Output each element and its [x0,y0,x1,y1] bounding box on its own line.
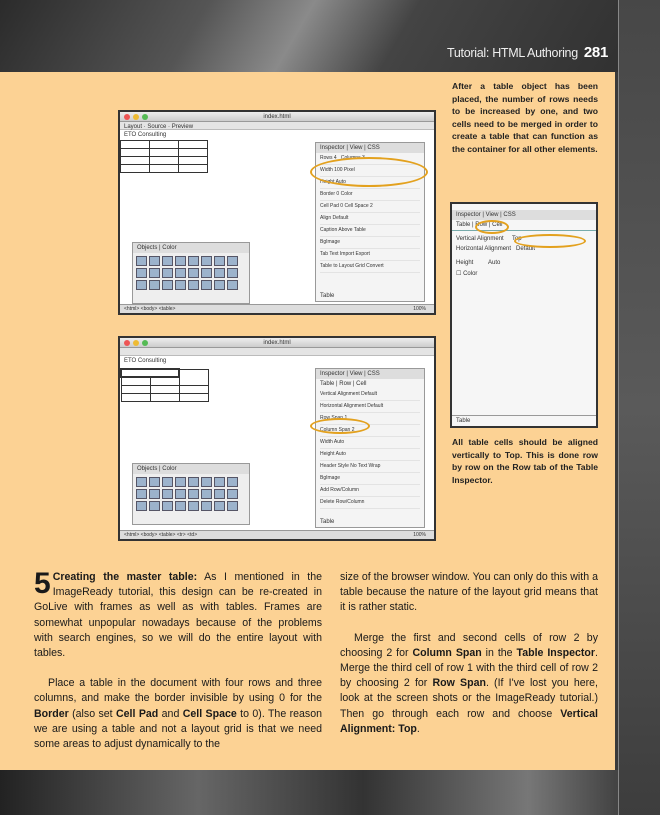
page-edge-strip [618,0,660,815]
inspector-row: Border 0 Color [320,191,420,201]
document-table [120,368,209,402]
window-title: index.html [263,340,291,346]
window-controls [124,114,148,120]
palette-tabs: Objects | Color [133,464,249,474]
page-number: 281 [583,44,608,61]
step-title: Creating the master table: [52,571,198,583]
inspector-row: Delete Row/Column [320,499,420,509]
inspector-row: Width Auto [320,439,420,449]
inspector-row: Add Row/Column [320,487,420,497]
zoom-level: 100% [413,306,426,312]
paragraph-text: As I mentioned in the ImageReady tutorial, this design can be re-created in GoLive with frames as well as with tables. Frames are somewhat unpopular nowadays because of the problems with search engines, so we will do the entire layout with tables. [34,571,322,660]
inspector-sub-tabs: Table | Row | Cell [320,381,367,387]
inspector-footer: Table [320,519,335,525]
inspector-row: Row Span 1 [320,415,420,425]
status-bar: <html> <body> <table> <tr> <td> 100% [120,530,434,539]
window-titlebar [120,338,434,348]
tab-source: Source [147,124,167,130]
inspector-row: BgImage [320,475,420,485]
toolbar [120,348,434,356]
content-panel [0,72,615,770]
inspector-footer: Table [452,415,596,426]
site-path: ETO Consulting [124,132,167,138]
window-title: index.html [263,114,291,120]
inspector-row: Tab Text Import Export [320,251,420,261]
status-bar: <html> <body> <table> 100% [120,304,434,313]
window-controls [124,340,148,346]
inspector-row: Table to Layout Grid Convert [320,263,420,273]
inspector-row: Horizontal Alignment Default [456,246,536,252]
palette-tabs: Objects | Color [133,243,249,253]
zoom-level: 100% [413,532,426,538]
inspector-row: ☐ Color [456,271,478,277]
palette-object-icons [133,474,249,514]
inspector-row: Horizontal Alignment Default [320,403,420,413]
objects-palette [132,242,250,304]
inspector-row: Align Default [320,215,420,225]
tab-preview: Preview [171,124,194,130]
caption-1: After a table object has been placed, the number of rows needs to be increased by one, and two cells need to be merged in order to create a table that can function as the container for all other elements. [452,81,598,154]
palette-object-icons [133,253,249,293]
inspector-tabs: Inspector | View | CSS [316,369,424,379]
paragraph-continued: size of the browser window. You can only do this with a table because the nature of the layout grid means that it is rather static. [340,571,598,614]
inspector-row: Vertical Alignment Top [456,236,522,242]
highlight-vertical-alignment [514,234,586,248]
inspector-tabs: Inspector | View | CSS [452,210,596,220]
highlight-rows-columns [310,157,428,187]
inspector-row: Caption Above Table [320,227,420,237]
body-column-right [340,570,598,752]
inspector-row: Vertical Alignment Default [320,391,420,401]
tab-layout: Layout [124,124,143,130]
running-header [447,44,608,61]
inspector-row: Width 100 Pixel [320,167,420,177]
inspector-row: Rows 4 Columns 3 [320,155,420,165]
inspector-footer: Table [320,293,335,299]
inspector-panel [315,368,425,528]
background-top [0,0,660,72]
background-bottom [0,770,660,815]
section-title: Tutorial: HTML Authoring [447,46,578,60]
inspector-row: Column Span 2 [320,427,420,437]
step-number: 5 [34,567,51,600]
screenshot-table-inspector [118,110,436,315]
inspector-tabs: Inspector | View | CSS [316,143,424,153]
highlight-row-tab [475,220,509,234]
inspector-row: Header Style No Text Wrap [320,463,420,473]
inspector-row: Height Auto [456,260,501,266]
paragraph: Merge the first and second cells of row 2 by choosing 2 for Column Span in the Table Inspector. Merge the third cell of row 1 with the third cell of row 2 by choosing 2 for Row Span. (If I've lost you here, look at the screen shots or the ImageReady tutorial.) Then go through each row and choose Vertical Alignment: Top. [340,631,598,735]
inspector-row: BgImage [320,239,420,249]
inspector-sub-tabs: Table | Row | Cell [452,220,596,231]
objects-palette [132,463,250,525]
screenshot-row-inspector [450,202,598,428]
site-path: ETO Consulting [124,358,167,364]
paragraph [34,567,322,661]
toolbar: Layout · Source · Preview [120,122,434,130]
checkbox-icon: ☐ [456,271,462,277]
caption-2: All table cells should be aligned vertically to Top. This is done row by row on the Row tab of the Table Inspector. [452,437,598,485]
screenshot-cell-inspector [118,336,436,541]
body-column-left [34,567,322,767]
highlight-column-span [310,418,370,434]
document-table [120,140,208,173]
window-titlebar [120,112,434,122]
paragraph: Place a table in the document with four rows and three columns, and make the border invisible by using 0 for the Border (also set Cell Pad and Cell Space to 0). The reason we are using a table and not a layout grid is that we need some areas to adjust dynamically to the [34,677,322,751]
inspector-row: Height Auto [320,179,420,189]
inspector-row: Cell Pad 0 Cell Space 2 [320,203,420,213]
inspector-row: Height Auto [320,451,420,461]
